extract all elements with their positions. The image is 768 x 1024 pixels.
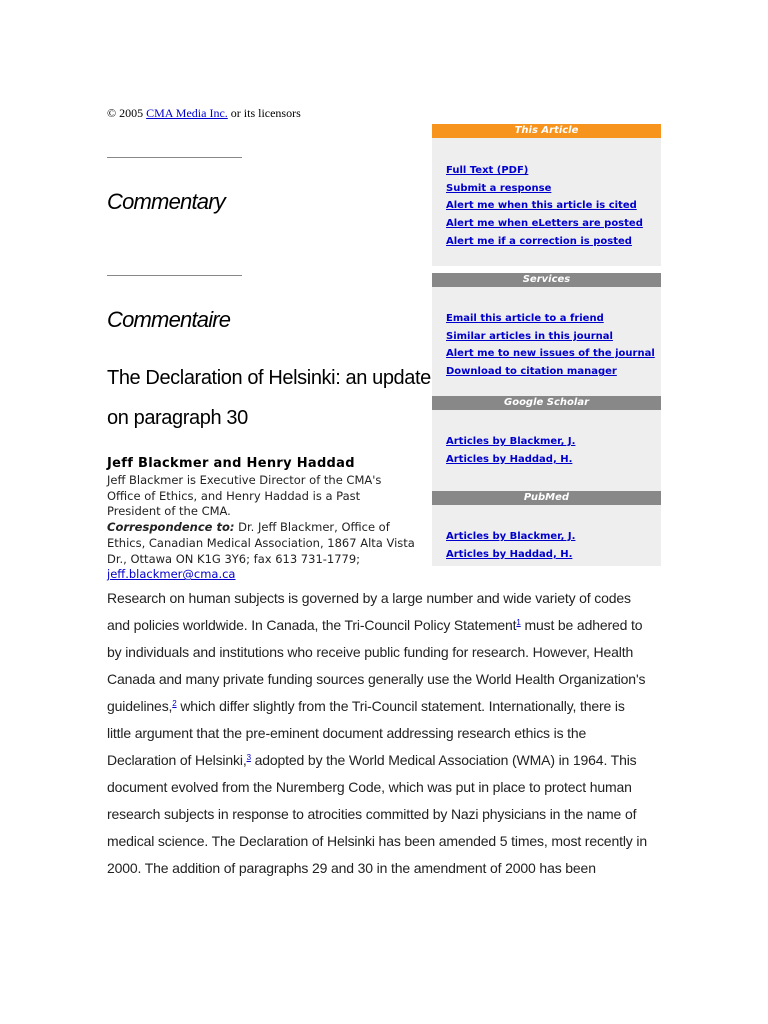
copyright-line (107, 106, 301, 121)
this-article-box (432, 124, 661, 266)
reference-link-2[interactable]: 2 (172, 699, 177, 708)
email-link[interactable]: jeff.blackmer@cma.ca (107, 567, 236, 582)
copyright-prefix: © 2005 (107, 106, 147, 120)
body-text-1: Research on human subjects is governed by a large number and wide variety of codes and policies worldwide. In Canada, the Tri-Council Policy Statement (107, 590, 631, 633)
alert-cited-link[interactable]: Alert me when this article is cited (446, 200, 637, 212)
body-text-3: which differ slightly from the Tri-Council statement. Internationally, there is little argument that the pre-eminent document addressing research ethics is the Declaration of Helsinki, (107, 698, 625, 768)
full-text-pdf-link[interactable]: Full Text (PDF) (446, 165, 529, 176)
google-scholar-header: Google Scholar (432, 396, 661, 410)
body-text-2: must be adhered to by individuals and institutions who receive public funding for research. However, Health Canada and many private funding sources generally use the World Health Organization's guidelines, (107, 617, 646, 714)
scholar-blackmer-link[interactable]: Articles by Blackmer, J. (446, 436, 576, 447)
divider-1 (107, 157, 242, 158)
email-friend-link[interactable]: Email this article to a friend (446, 313, 604, 324)
reference-link-1[interactable]: 1 (516, 618, 521, 627)
article-title: The Declaration of Helsinki: an update on paragraph 30 (107, 367, 431, 429)
pubmed-box (432, 491, 661, 566)
cma-media-link[interactable]: CMA Media Inc. (146, 106, 228, 120)
alert-correction-link[interactable]: Alert me if a correction is posted (446, 235, 632, 247)
article-sidebar (432, 124, 661, 566)
body-text-4: adopted by the World Medical Association (WMA) in 1964. This document evolved from the Nuremberg Code, which was put in place to protect human research subjects in response to atrocities committed by Nazi physicians in the name of medical science. The Declaration of Helsinki has been amended 5 times, most recently in 2000. The addition of paragraphs 29 and 30 in the amendment of 2000 has been (107, 752, 647, 876)
author-affiliation (107, 473, 417, 583)
pubmed-haddad-link[interactable]: Articles by Haddad, H. (446, 548, 573, 560)
google-scholar-box (432, 396, 661, 491)
affiliation-text: Jeff Blackmer is Executive Director of the CMA's Office of Ethics, and Henry Haddad is a Past President of the CMA. (107, 473, 382, 519)
article-body (107, 585, 649, 882)
author-names: Jeff Blackmer and Henry Haddad (107, 456, 355, 471)
section-heading-en: Commentary (107, 189, 225, 214)
pubmed-header: PubMed (432, 491, 661, 505)
this-article-header: This Article (432, 124, 661, 138)
correspondence-label: Correspondence to: (107, 520, 235, 535)
submit-response-link[interactable]: Submit a response (446, 182, 552, 194)
divider-2 (107, 275, 242, 276)
download-citation-link[interactable]: Download to citation manager (446, 366, 617, 378)
reference-link-3[interactable]: 3 (246, 753, 251, 762)
alert-eletters-link[interactable]: Alert me when eLetters are posted (446, 218, 643, 230)
similar-articles-link[interactable]: Similar articles in this journal (446, 330, 613, 342)
section-heading-fr: Commentaire (107, 307, 231, 332)
alert-new-issues-link[interactable]: Alert me to new issues of the journal (446, 348, 655, 360)
services-header: Services (432, 273, 661, 287)
copyright-suffix: or its licensors (227, 106, 301, 120)
services-box (432, 273, 661, 396)
pubmed-blackmer-link[interactable]: Articles by Blackmer, J. (446, 531, 576, 542)
correspondence-text: Dr. Jeff Blackmer, Office of Ethics, Canadian Medical Association, 1867 Alta Vista Dr., Ottawa ON K1G 3Y6; fax 613 731-1779; (107, 520, 415, 566)
scholar-haddad-link[interactable]: Articles by Haddad, H. (446, 453, 573, 465)
